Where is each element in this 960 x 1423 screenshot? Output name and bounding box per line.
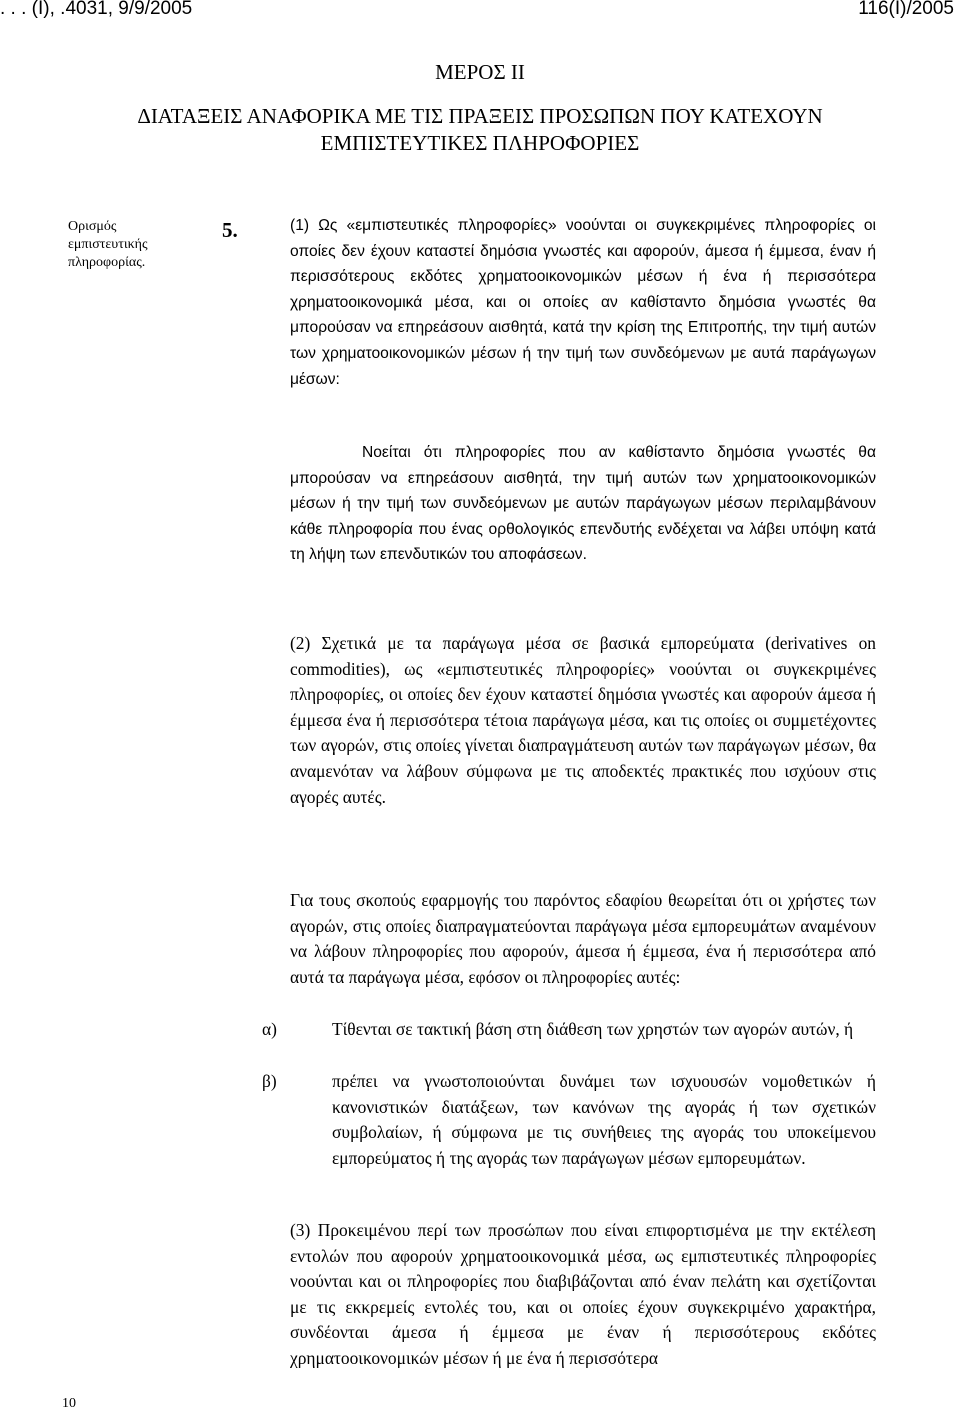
margin-note: Ορισμός εμπιστευτικής πληροφορίας. (68, 219, 148, 270)
section-number: 5. (222, 218, 238, 242)
header-left: . . . (Ι), .4031, 9/9/2005 (0, 0, 193, 19)
header-right: 116(Ι)/2005 (858, 0, 954, 19)
paragraph-5: (3) Προκειμένου περί των προσώπων που είναι επιφορτισμένα με την εκτέλεση εντολών που αφορούν χρηματοοικονομικά μέσα, ως εμπιστευτικές πληροφορίες νοούνται και οι πληροφορίες που διαβιβάζονται από έναν πελάτη και σχετίζονται με τις εκκρεμείς εντολές του, και οι οποίες έχουν συγκεκριμένο χαρακτήρα, συνδέονται άμεσα ή έμμεσα με έναν ή περισσότερους εκδότες χρηματοοικονομικών μέσων ή με ένα ή περισσότερα (290, 1220, 876, 1368)
paragraph-1: (1) Ως «εμπιστευτικές πληροφορίες» νοούνται οι συγκεκριμένες πληροφορίες οι οποίες δεν έχουν καταστεί δημόσια γνωστές και αφορούν, άμεσα ή έμμεσα, έναν ή περισσότερους εκδότες χρηματοοικονομικών μέσων ή ένα ή περισσότερα χρηματοοικονομικά μέσα, και οι οποίες αν καθίσταντο δημόσια γνωστές θα μπορούσαν να επηρεάσουν αισθητά, κατά την κρίση της Επιτροπής, την τιμή αυτών των χρηματοοικονομικών μέσων ή την τιμή των συνδεόμενων με αυτά παράγωγων μέσων: (290, 217, 876, 388)
list-text: πρέπει να γνωστοποιούνται δυνάμει των ισχυουσών νομοθετικών ή κανονιστικών διατάξεων, των κανόνων της αγοράς ή των σχετικών συμβολαίων, ή σύμφωνα με τις συνήθειες της αγοράς του υποκείμενου εμπορεύματος ή της αγοράς των παράγωγων μέσων εμπορευμάτων. (332, 1071, 876, 1168)
paragraph-3: (2) Σχετικά με τα παράγωγα μέσα σε βασικά εμπορεύματα (derivatives on commodities), ως «εμπιστευτικές πληροφορίες» νοούνται οι συγκεκριμένες πληροφορίες, οι οποίες δεν έχουν καταστεί δημόσια γνωστές και αφορούν άμεσα ή έμμεσα ένα ή περισσότερα τέτοια παράγωγα μέσα, και τις οποίες οι συμμετέχοντες των αγορών, στις οποίες γίνεται διαπραγμάτευση αυτών των παράγωγων μέσων, θα αναμενόταν να λάβουν σύμφωνα με τις αποδεκτές πρακτικές που ισχύουν στις αγορές αυτές. (290, 633, 876, 807)
list-marker: α) (262, 1019, 277, 1039)
list-item (262, 1069, 876, 1171)
page-number: 10 (62, 1396, 76, 1411)
section-title: ΔΙΑΤΑΞΕΙΣ ΑΝΑΦΟΡΙΚΑ ΜΕ ΤΙΣ ΠΡΑΞΕΙΣ ΠΡΟΣΩΠΩΝ ΠΟΥ ΚΑΤΕΧΟΥΝ ΕΜΠΙΣΤΕΥΤΙΚΕΣ ΠΛΗΡΟΦΟΡΙΕΣ (137, 104, 823, 155)
list-item (262, 1017, 876, 1043)
part-title: ΜΕΡΟΣ ΙΙ (435, 60, 525, 84)
list-text: Τίθενται σε τακτική βάση στη διάθεση των χρηστών των αγορών αυτών, ή (332, 1019, 854, 1039)
list-marker: β) (262, 1071, 277, 1091)
paragraph-4: Για τους σκοπούς εφαρμογής του παρόντος εδαφίου θεωρείται ότι οι χρήστες των αγορών, στις οποίες διαπραγματεύονται παράγωγα μέσα εμπορευμάτων αναμένουν να λάβουν πληροφορίες που αφορούν, άμεσα ή έμμεσα, ένα ή περισσότερα από αυτά τα παράγωγα μέσα, εφόσον οι πληροφορίες αυτές: (290, 890, 876, 987)
paragraph-2: Νοείται ότι πληροφορίες που αν καθίσταντο δημόσια γνωστές θα μπορούσαν να επηρεάσουν αισθητά, την τιμή αυτών των χρηματοοικονομικών μέσων ή την τιμή των συνδεόμενων με αυτών παράγωγων μέσων περιλαμβάνουν κάθε πληροφορία που ένας ορθολογικός επενδυτής ενδέχεται να λάβει υπόψη κατά τη λήψη των επενδυτικών του αποφάσεων. (290, 444, 876, 564)
